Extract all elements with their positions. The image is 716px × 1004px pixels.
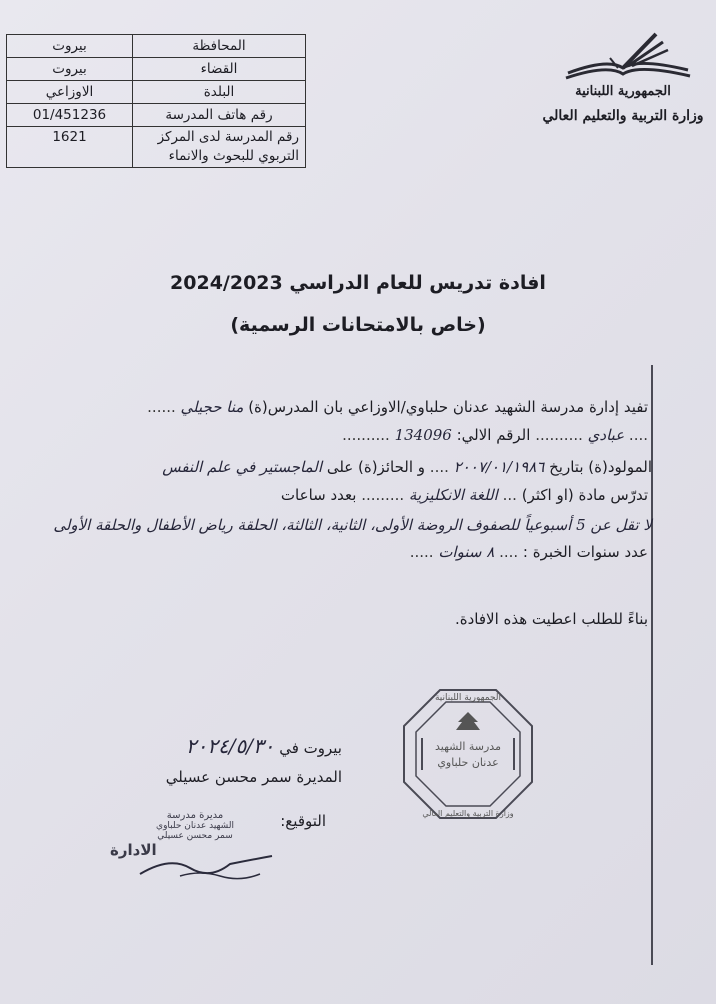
reg-number: 134096 <box>394 426 452 444</box>
info-row <box>7 127 306 168</box>
dob-label: المولود(ة) بتاريخ <box>549 458 652 476</box>
experience-years: ٨ سنوات <box>438 543 495 561</box>
info-value: بيروت <box>7 35 133 58</box>
closing-statement: بناءً للطلب اعطيت هذه الافادة. <box>454 610 648 628</box>
info-label: البلدة <box>133 81 306 104</box>
sig-stamp-line4: الادارة <box>110 841 157 859</box>
document-title: افادة تدريس للعام الدراسي 2024/2023 <box>170 272 546 294</box>
signature-scribble <box>110 846 280 886</box>
info-value: 01/451236 <box>7 104 133 127</box>
place-date-line <box>186 734 342 758</box>
stamp-bottom-text: وزارة التربية والتعليم العالي <box>422 809 514 818</box>
school-info-table <box>6 34 306 168</box>
info-label: القضاء <box>133 58 306 81</box>
cedar-icon <box>456 712 480 730</box>
stamp-school-line2: عدنان حلباوي <box>437 756 499 769</box>
document-subtitle: (خاص بالامتحانات الرسمية) <box>230 314 486 336</box>
classes: الروضة الأولى، الثانية، الثالثة، الحلقة رياض الأطفال والحلقة الأولى <box>53 516 462 534</box>
body-line-4: تدرّس مادة (او اكثر) ... اللغة الانكليزية ......... بعدد ساعات <box>280 486 648 504</box>
body-line-3: المولود(ة) بتاريخ ٢٠٠٧/٠١/١٩٨٦ .... و الحائز(ة) على الماجستير في علم النفس <box>162 458 652 476</box>
info-row <box>7 35 306 58</box>
body-line-6: عدد سنوات الخبرة : .... ٨ سنوات ..... <box>409 543 648 561</box>
subject-label: تدرّس مادة (او اكثر) <box>521 486 648 504</box>
info-label: رقم المدرسة لدى المركز التربوي للبحوث والانماء <box>133 127 306 168</box>
info-row <box>7 81 306 104</box>
official-stamp <box>400 686 536 822</box>
sig-stamp-line2: الشهيد عدنان حلباوي <box>156 821 234 831</box>
signature-label: التوقيع: <box>280 812 326 830</box>
subject: اللغة الانكليزية <box>408 486 498 504</box>
info-value: 1621 <box>7 127 133 168</box>
teacher-surname: عبادي <box>587 426 625 444</box>
body-line-2: .... عبادي .......... الرقم الالي: 134096 .......... <box>342 426 648 444</box>
hours-label: بعدد ساعات <box>280 486 357 504</box>
info-value: بيروت <box>7 58 133 81</box>
experience-label: عدد سنوات الخبرة : <box>522 543 648 561</box>
margin-line <box>651 365 653 965</box>
body-line-5 <box>53 516 652 534</box>
sig-stamp-line3: سمر محسن عسيلي <box>157 831 233 841</box>
reg-number-label: الرقم الالي: <box>456 426 531 444</box>
body-line-1: تفيد إدارة مدرسة الشهيد عدنان حلباوي/الاوزاعي بان المدرس(ة) منا حجيلي ...... <box>147 398 648 416</box>
date-of-birth: ٢٠٠٧/٠١/١٩٨٦ <box>453 458 545 476</box>
degree: الماجستير في علم النفس <box>162 458 323 476</box>
sig-stamp-line1: مديرة مدرسة <box>166 810 224 821</box>
info-value: الاوزاعي <box>7 81 133 104</box>
info-label: المحافظة <box>133 35 306 58</box>
info-label: رقم هاتف المدرسة <box>133 104 306 127</box>
issue-date: ٢٠٢٤/٥/٣٠ <box>185 734 275 758</box>
director-name: المديرة سمر محسن عسيلي <box>165 768 342 786</box>
republic-label: الجمهورية اللبنانية <box>575 84 671 99</box>
weekly-hours: لا تقل عن 5 أسبوعياً للصفوف <box>466 516 652 534</box>
book-emblem-icon <box>548 28 698 83</box>
intro-text: تفيد إدارة مدرسة الشهيد عدنان حلباوي/الاوزاعي بان المدرس(ة) <box>248 398 648 416</box>
place-date-label: بيروت في <box>279 739 342 757</box>
info-row <box>7 104 306 127</box>
ministry-logo <box>542 28 704 138</box>
ministry-label: وزارة التربية والتعليم العالي <box>542 108 704 124</box>
stamp-top-text: الجمهورية اللبنانية <box>434 693 502 703</box>
stamp-school-line1: مدرسة الشهيد <box>435 740 501 753</box>
signature-block <box>110 810 280 890</box>
degree-label: و الحائز(ة) على <box>326 458 426 476</box>
info-row <box>7 58 306 81</box>
teacher-name: منا حجيلي <box>180 398 244 416</box>
